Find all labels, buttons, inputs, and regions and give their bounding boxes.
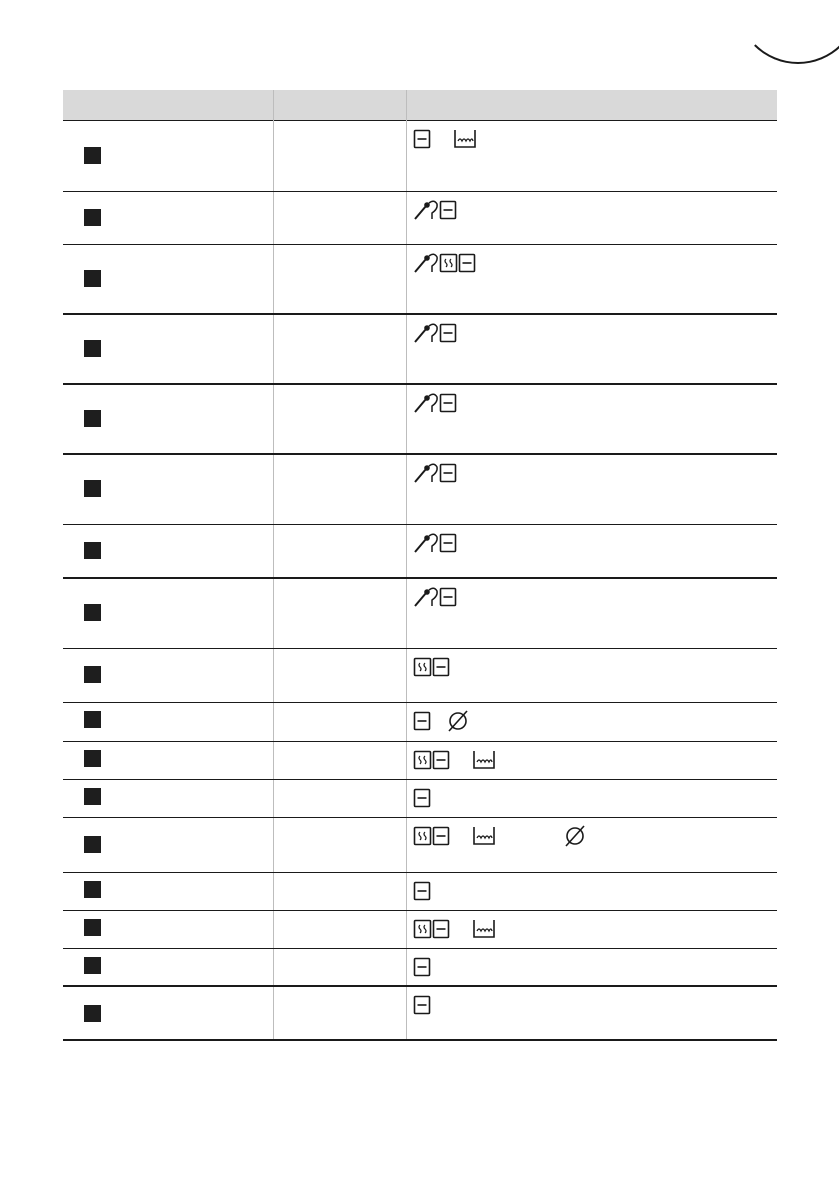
symbol-group (413, 787, 431, 809)
probe-icon (413, 392, 439, 414)
step-marker (84, 604, 101, 621)
display-icon (439, 323, 457, 343)
probe-icon (413, 462, 439, 484)
table-row (63, 703, 777, 742)
probe-icon (413, 586, 439, 608)
display-icon (432, 919, 450, 939)
heat-icon (439, 253, 458, 273)
table-row (63, 192, 777, 245)
step-marker (84, 1005, 101, 1022)
display-icon (413, 957, 431, 977)
heat-icon (413, 657, 432, 677)
symbol-group (413, 252, 476, 274)
water-tank-icon (472, 919, 496, 939)
display-icon (432, 657, 450, 677)
probe-icon (413, 322, 439, 344)
symbol-group (413, 918, 496, 940)
table-row (63, 742, 777, 780)
display-icon (413, 129, 431, 149)
symbol-group (413, 956, 431, 978)
step-marker (84, 147, 101, 164)
symbol-group (413, 532, 457, 554)
display-icon (458, 253, 476, 273)
step-marker (84, 270, 101, 287)
table-row (63, 315, 777, 385)
step-marker (84, 480, 101, 497)
table-row (63, 873, 777, 911)
step-marker (84, 881, 101, 898)
symbol-group (413, 749, 496, 771)
water-tank-icon (472, 750, 496, 770)
step-marker (84, 711, 101, 728)
step-marker (84, 750, 101, 767)
display-icon (439, 533, 457, 553)
table-row (63, 949, 777, 987)
probe-icon (413, 532, 439, 554)
table-row (63, 455, 777, 525)
step-marker (84, 209, 101, 226)
display-icon (432, 750, 450, 770)
water-tank-icon (453, 129, 477, 149)
step-marker (84, 340, 101, 357)
symbol-group (413, 880, 431, 902)
table-row (63, 911, 777, 949)
table-row (63, 525, 777, 579)
display-icon (413, 788, 431, 808)
empty-set-icon (445, 709, 471, 733)
page-corner-arc (736, 0, 839, 64)
display-icon (439, 587, 457, 607)
water-tank-icon (472, 826, 496, 846)
symbol-group (413, 825, 588, 847)
display-icon (413, 881, 431, 901)
symbol-group (413, 322, 457, 344)
display-icon (439, 393, 457, 413)
display-icon (432, 826, 450, 846)
probe-icon (413, 252, 439, 274)
display-icon (439, 200, 457, 220)
display-icon (413, 711, 431, 731)
heat-icon (413, 826, 432, 846)
symbol-group (413, 586, 457, 608)
heat-icon (413, 919, 432, 939)
step-marker (84, 919, 101, 936)
symbol-group (413, 462, 457, 484)
table-row (63, 579, 777, 649)
step-marker (84, 836, 101, 853)
step-marker (84, 666, 101, 683)
symbol-group (413, 994, 431, 1016)
step-marker (84, 410, 101, 427)
symbol-group (413, 392, 457, 414)
symbol-group (413, 199, 457, 221)
step-marker (84, 788, 101, 805)
table-row (63, 385, 777, 455)
step-marker (84, 542, 101, 559)
step-marker (84, 957, 101, 974)
table-row (63, 121, 777, 192)
symbol-group (413, 128, 477, 150)
symbol-group (413, 656, 450, 678)
table-row (63, 649, 777, 703)
table-header (63, 90, 777, 120)
empty-set-icon (562, 824, 588, 848)
heat-icon (413, 750, 432, 770)
symbol-group (413, 710, 471, 732)
row-divider (63, 1039, 777, 1041)
table-row (63, 818, 777, 873)
display-icon (439, 463, 457, 483)
table-row (63, 780, 777, 818)
probe-icon (413, 199, 439, 221)
table-row (63, 245, 777, 315)
table-row (63, 987, 777, 1041)
display-icon (413, 995, 431, 1015)
